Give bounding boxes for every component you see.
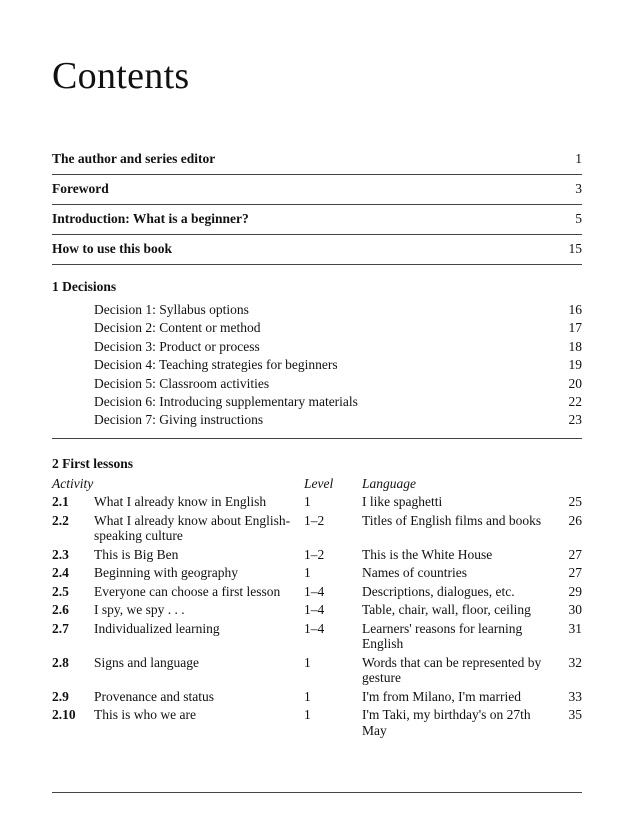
activity-row[interactable]	[52, 513, 582, 544]
decision-entry[interactable]	[52, 411, 582, 429]
activity-row[interactable]	[52, 565, 582, 581]
activity-page: 25	[568, 494, 582, 509]
entry-page: 5	[575, 211, 582, 226]
activity-language: Words that can be represented by gesture	[362, 654, 542, 685]
activity-level: 1–2	[304, 546, 325, 562]
activity-level: 1–4	[304, 583, 325, 599]
activity-number: 2.2	[52, 512, 69, 528]
activity-title: Everyone can choose a first lesson	[94, 583, 281, 599]
activity-language: This is the White House	[362, 546, 493, 562]
language-column-header: Language	[362, 476, 416, 491]
activity-page: 27	[568, 546, 582, 562]
section-divider	[52, 438, 582, 439]
entry-page: 15	[568, 241, 582, 256]
decision-entry[interactable]	[52, 393, 582, 411]
entry-page: 22	[568, 393, 582, 409]
activity-row[interactable]	[52, 547, 582, 563]
activity-page: 29	[568, 583, 582, 599]
chapter-heading: 2 First lessons	[52, 456, 133, 471]
activity-number: 2.7	[52, 620, 69, 636]
activity-language: I'm Taki, my birthday's on 27th May	[362, 707, 531, 738]
activity-language: Names of countries	[362, 565, 467, 580]
activity-title: This is who we are	[94, 707, 196, 722]
activity-page: 31	[568, 620, 582, 636]
entry-label: Decision 7: Giving instructions	[94, 412, 264, 428]
activity-level: 1	[304, 654, 311, 670]
page-title: Contents	[52, 55, 190, 97]
activity-row[interactable]	[52, 621, 582, 652]
activity-level: 1–4	[304, 620, 325, 636]
chapter-heading: 1 Decisions	[52, 279, 117, 294]
activity-title: Signs and language	[94, 654, 199, 670]
activity-title: This is Big Ben	[94, 546, 179, 562]
activity-language: I'm from Milano, I'm married	[362, 688, 521, 704]
activity-number: 2.1	[52, 494, 69, 509]
entry-page: 18	[568, 338, 582, 354]
entry-label: The author and series editor	[52, 151, 216, 166]
activity-title: Provenance and status	[94, 688, 214, 704]
entry-label: Decision 6: Introducing supplementary materials	[94, 393, 358, 409]
decision-entry[interactable]	[52, 301, 582, 319]
activity-language: Descriptions, dialogues, etc.	[362, 583, 515, 599]
activity-level: 1	[304, 707, 311, 722]
entry-label: Decision 2: Content or method	[94, 320, 261, 336]
entry-page: 19	[568, 357, 582, 373]
activity-row[interactable]	[52, 584, 582, 600]
activity-level: 1–4	[304, 602, 325, 617]
front-matter-list	[52, 145, 582, 265]
activity-row[interactable]	[52, 655, 582, 686]
entry-label: Decision 4: Teaching strategies for beginners	[94, 357, 338, 373]
activity-level: 1	[304, 494, 311, 509]
entry-label: Introduction: What is a beginner?	[52, 211, 249, 226]
activity-column-header: Activity	[52, 476, 94, 491]
toc-entry[interactable]	[52, 205, 582, 235]
activity-number: 2.5	[52, 583, 69, 599]
activity-number: 2.4	[52, 565, 69, 580]
activity-level: 1	[304, 565, 311, 580]
activity-number: 2.6	[52, 602, 69, 617]
column-headers	[52, 476, 582, 492]
entry-label: Decision 1: Syllabus options	[94, 302, 249, 317]
activity-title: Beginning with geography	[94, 565, 238, 580]
entry-page: 3	[575, 181, 582, 196]
entry-label: How to use this book	[52, 241, 173, 256]
activity-title: What I already know about English-speaking culture	[94, 512, 291, 543]
section-divider	[52, 792, 582, 793]
decision-entry[interactable]	[52, 338, 582, 356]
entry-label: Decision 5: Classroom activities	[94, 375, 270, 391]
toc-entry[interactable]	[52, 145, 582, 175]
activity-number: 2.3	[52, 546, 69, 562]
activity-title: What I already know in English	[94, 494, 267, 509]
activity-number: 2.9	[52, 688, 69, 704]
activity-number: 2.10	[52, 707, 76, 722]
entry-page: 1	[575, 151, 582, 166]
toc-entry[interactable]	[52, 175, 582, 205]
activity-title: Individualized learning	[94, 620, 220, 636]
activity-page: 32	[568, 654, 582, 670]
activity-page: 33	[568, 688, 582, 704]
decision-entry[interactable]	[52, 319, 582, 337]
activity-row[interactable]	[52, 494, 582, 510]
chapter-1-section	[52, 279, 582, 439]
activity-language: I like spaghetti	[362, 494, 443, 509]
entry-page: 17	[568, 320, 582, 336]
toc-entry[interactable]	[52, 235, 582, 265]
activity-number: 2.8	[52, 654, 69, 670]
activity-language: Learners' reasons for learning English	[362, 620, 523, 651]
entry-page: 20	[568, 375, 582, 391]
decision-entry[interactable]	[52, 356, 582, 374]
entry-page: 23	[568, 412, 582, 428]
activity-page: 26	[568, 512, 582, 528]
activity-level: 1	[304, 688, 311, 704]
chapter-2-section	[52, 456, 582, 741]
activity-title: I spy, we spy . . .	[94, 602, 185, 617]
activity-page: 35	[568, 707, 582, 722]
entry-label: Decision 3: Product or process	[94, 338, 260, 354]
activity-page: 30	[568, 602, 582, 617]
decision-entry[interactable]	[52, 375, 582, 393]
activity-page: 27	[568, 565, 582, 580]
activity-level: 1–2	[304, 512, 325, 528]
activity-language: Titles of English films and books	[362, 512, 542, 528]
activity-row[interactable]	[52, 707, 582, 738]
entry-label: Foreword	[52, 181, 109, 196]
activity-row[interactable]	[52, 602, 582, 618]
entry-page: 16	[568, 302, 582, 317]
level-column-header: Level	[304, 476, 334, 491]
activity-language: Table, chair, wall, floor, ceiling	[362, 602, 531, 617]
activity-row[interactable]	[52, 689, 582, 705]
